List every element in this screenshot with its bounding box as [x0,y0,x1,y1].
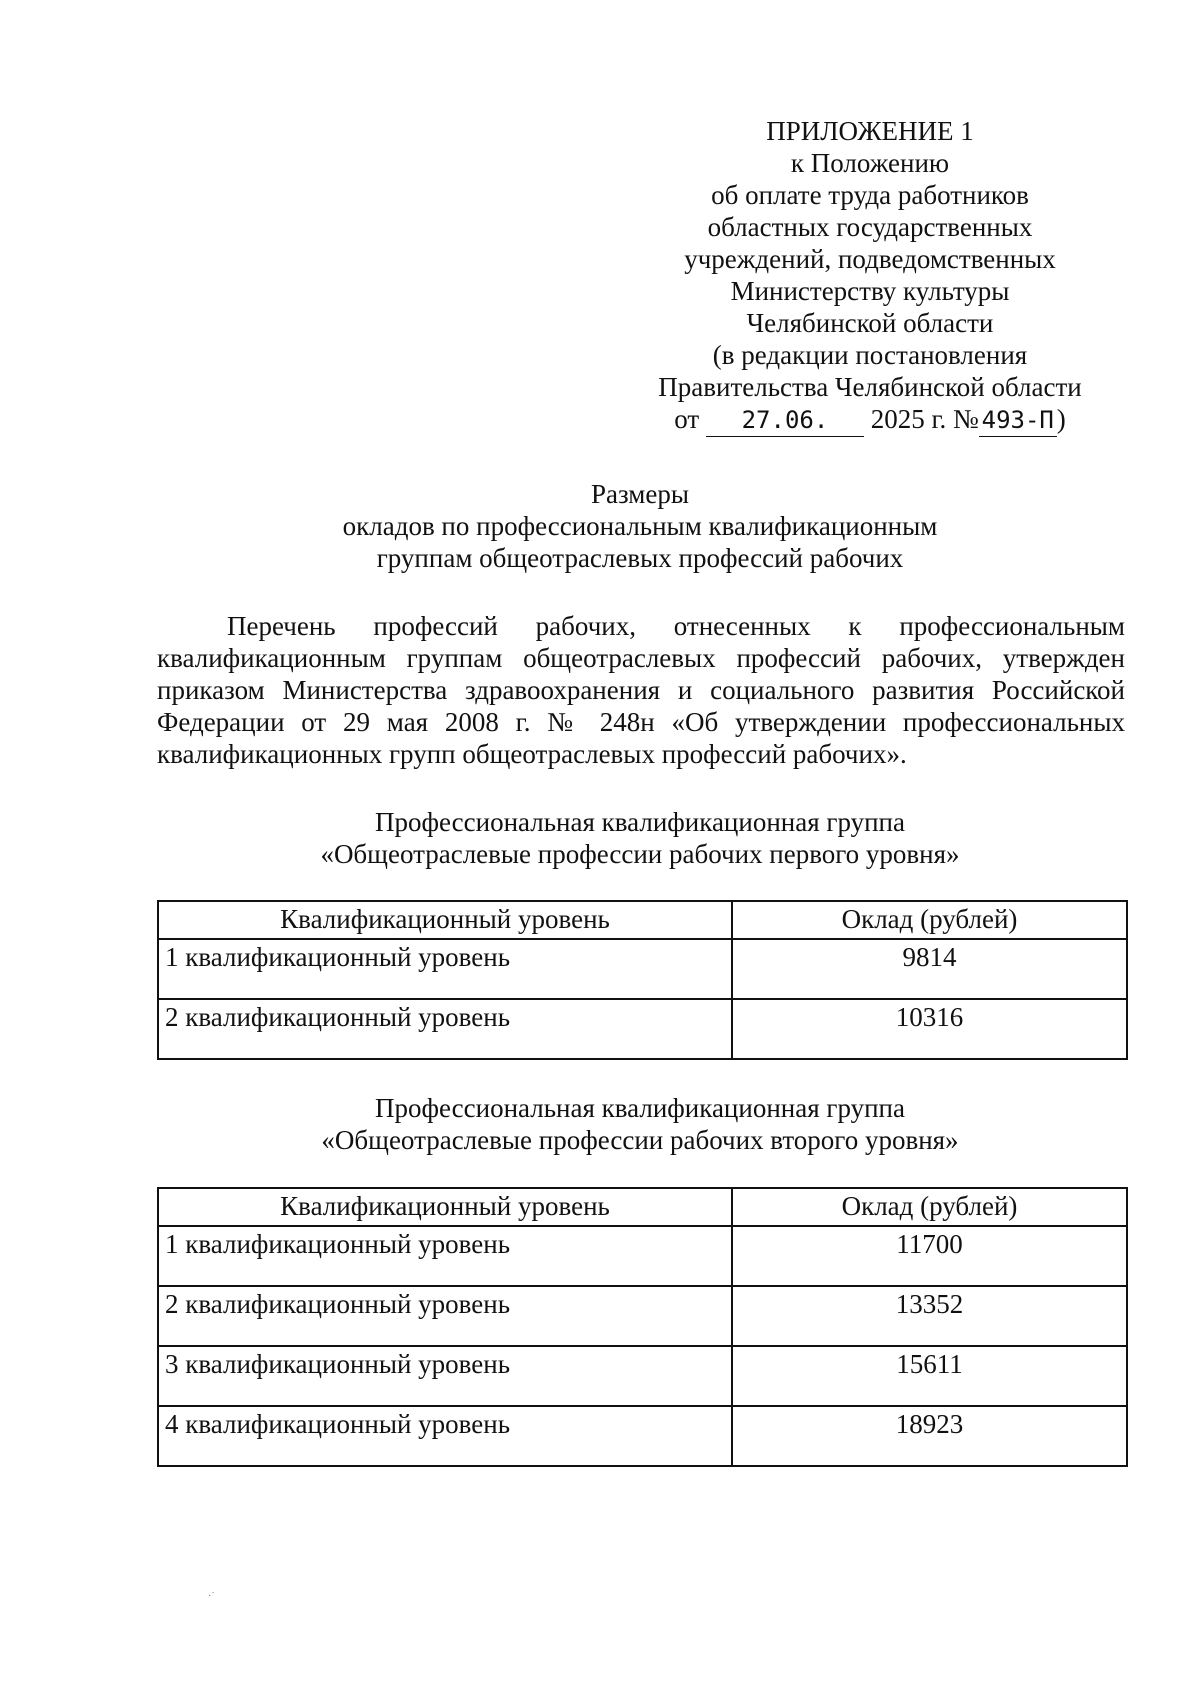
resolution-year: 2025 г. № [870,404,979,434]
group-title-line: «Общеотраслевые профессии рабочих первого уровня» [320,839,960,869]
row-salary: 9814 [732,939,1127,999]
row-salary: 11700 [732,1226,1127,1286]
salary-table-level-2 [157,1187,1128,1467]
from-prefix: от [674,404,700,434]
appendix-line: об оплате труда работников [711,180,1029,210]
appendix-block [650,115,1090,437]
row-level: 4 квалификационный уровень [158,1406,732,1466]
appendix-line: (в редакции постановления [712,340,1028,370]
resolution-date: 27.06. [706,404,864,437]
heading-line: группам общеотраслевых профессий рабочих [376,543,904,573]
closing-paren: ) [1056,404,1066,434]
table-header-row [158,901,1127,939]
table-row [158,1286,1127,1346]
group-title-line: Профессиональная квалификационная группа [375,1093,905,1123]
table-row [158,1226,1127,1286]
header-level: Квалификационный уровень [158,901,732,939]
row-salary: 18923 [732,1406,1127,1466]
table-row [158,999,1127,1059]
heading-line: окладов по профессиональным квалификационным [342,511,938,541]
appendix-line: учреждений, подведомственных [684,244,1056,274]
resolution-number: 493-П [979,404,1057,437]
appendix-date-line [650,403,1090,437]
appendix-line: Правительства Челябинской области [658,372,1082,402]
salary-table-level-1 [157,900,1128,1060]
appendix-line: к Положению [790,148,950,178]
group-2-title [150,1092,1130,1156]
row-salary: 10316 [732,999,1127,1059]
table-row [158,1406,1127,1466]
row-salary: 13352 [732,1286,1127,1346]
row-level: 3 квалификационный уровень [158,1346,732,1406]
row-salary: 15611 [732,1346,1127,1406]
appendix-line: Челябинской области [746,308,994,338]
table-header-row [158,1188,1127,1226]
header-salary: Оклад (рублей) [732,901,1127,939]
group-1-title [150,806,1130,870]
row-level: 1 квалификационный уровень [158,1226,732,1286]
heading-line: Размеры [591,479,689,509]
group-title-line: «Общеотраслевые профессии рабочих второго уровня» [321,1125,959,1155]
row-level: 2 квалификационный уровень [158,999,732,1059]
table-row [158,939,1127,999]
row-level: 2 квалификационный уровень [158,1286,732,1346]
appendix-line: Министерству культуры [730,276,1010,306]
row-level: 1 квалификационный уровень [158,939,732,999]
document-heading [150,478,1130,574]
header-salary: Оклад (рублей) [732,1188,1127,1226]
table-row [158,1346,1127,1406]
group-title-line: Профессиональная квалификационная группа [375,807,905,837]
appendix-title: ПРИЛОЖЕНИЕ 1 [766,116,974,146]
appendix-line: областных государственных [707,212,1033,242]
header-level: Квалификационный уровень [158,1188,732,1226]
scan-speck: ·˙ [208,1591,215,1602]
intro-paragraph: Перечень профессий рабочих, отнесенных к профессиональным квалификационным группам общеотраслевых профессий рабочих, утвержден приказом Министерства здравоохранения и социального развития Российской Федерации от 29 мая 2008 г. № 248н «Об утверждении профессиональных квалификационных групп общеотраслевых профессий рабочих». [157,611,1125,769]
